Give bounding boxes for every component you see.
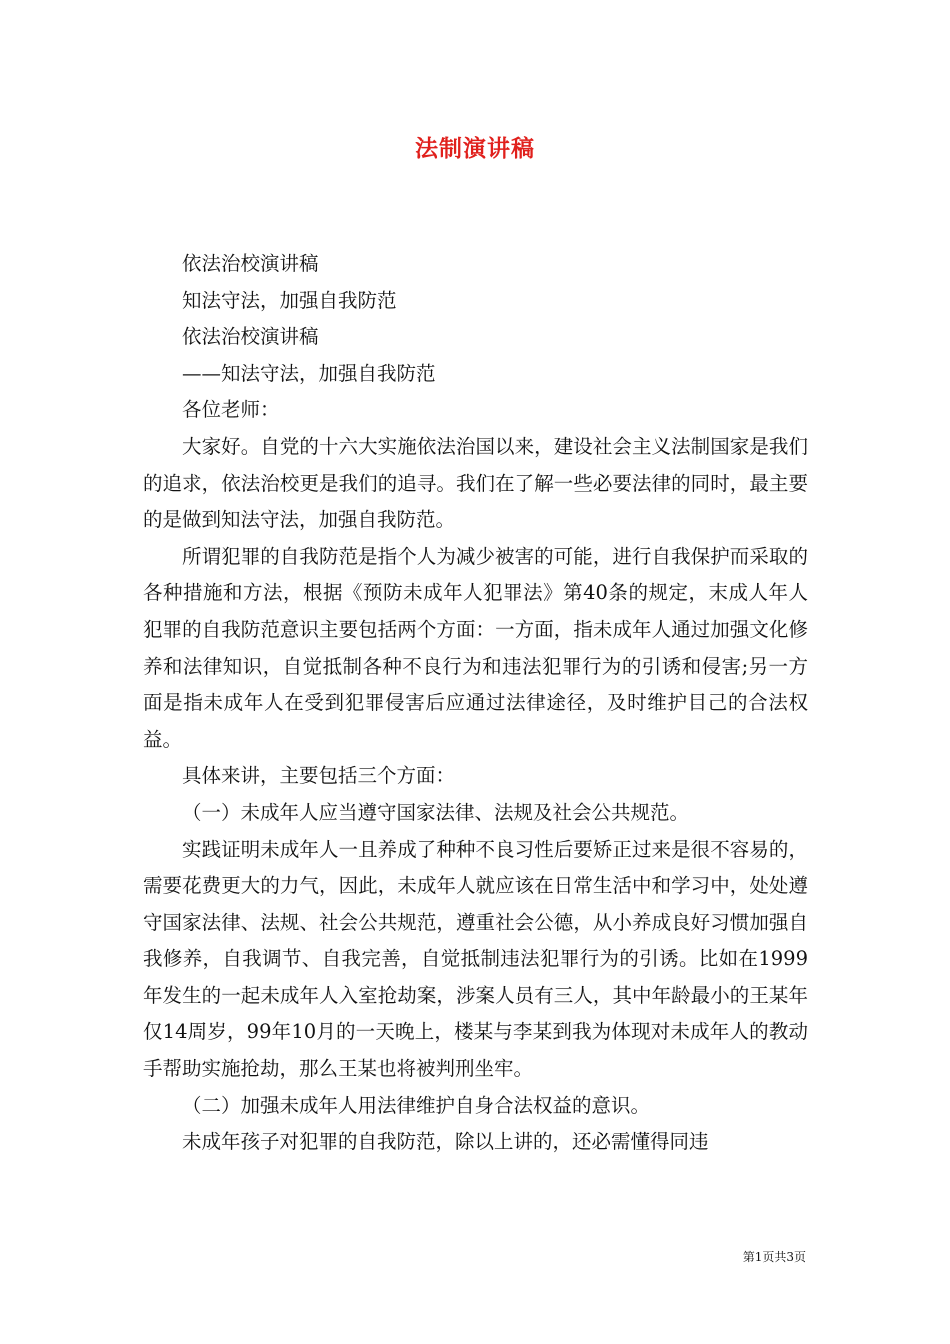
page-number: 第1页共3页 [742, 1250, 806, 1264]
paragraph: 具体来讲，主要包括三个方面： [182, 764, 456, 788]
paragraph: 各位老师： [182, 398, 280, 422]
paragraph: （一）未成年人应当遵守国家法律、法规及社会公共规范。 [182, 800, 690, 824]
paragraph: 未成年孩子对犯罪的自我防范，除以上讲的，还必需懂得同违 [182, 1130, 709, 1154]
paragraph: 依法治校演讲稿 [182, 252, 319, 275]
document-title: 法制演讲稿 [415, 135, 535, 162]
paragraph: 所谓犯罪的自我防范是指个人为减少被害的可能，进行自我保护而采取的各种措施和方法，根据《预防未成年人犯罪法》第40条的规定，末成人年人犯罪的自我防范意识主要包括两个方面：一方面，指未成年人通过加强文化修养和法律知识，自觉抵制各种不良行为和违法犯罪行为的引诱和侵害;另一方面是指未成年人在受到犯罪侵害后应通过法律途径，及时维护目己的合法权益。 [143, 544, 808, 751]
document-body [143, 246, 808, 1161]
paragraph: ——知法守法，加强自我防范 [182, 361, 436, 385]
paragraph: 大家好。自党的十六大实施依法治国以来，建设社会主义法制国家是我们的追求，依法治校更是我们的追寻。我们在了解一些必要法律的同时，最主要的是做到知法守法，加强自我防范。 [143, 434, 808, 532]
paragraph: （二）加强未成年人用法律维护自身合法权益的意识。 [182, 1093, 651, 1117]
paragraph: 依法治校演讲稿 [182, 325, 319, 349]
paragraph: 知法守法，加强自我防范 [182, 288, 397, 312]
paragraph: 实践证明未成年人一且养成了种种不良习性后要矫正过来是很不容易的，需要花费更大的力气，因此，未成年人就应该在日常生活中和学习中，处处遵守国家法律、法规、社会公共规范，遵重社会公德，从小养成良好习惯加强自我修养，自我调节、自我完善，自觉抵制违法犯罪行为的引诱。比如在1999年发生的一起未成年人入室抢劫案，涉案人员有三人，其中年龄最小的王某年仅14周岁，99年10月的一天晚上，楼某与李某到我为体现对未成年人的教动手帮助实施抢劫，那么王某也将被判刑坐牢。 [143, 837, 808, 1081]
